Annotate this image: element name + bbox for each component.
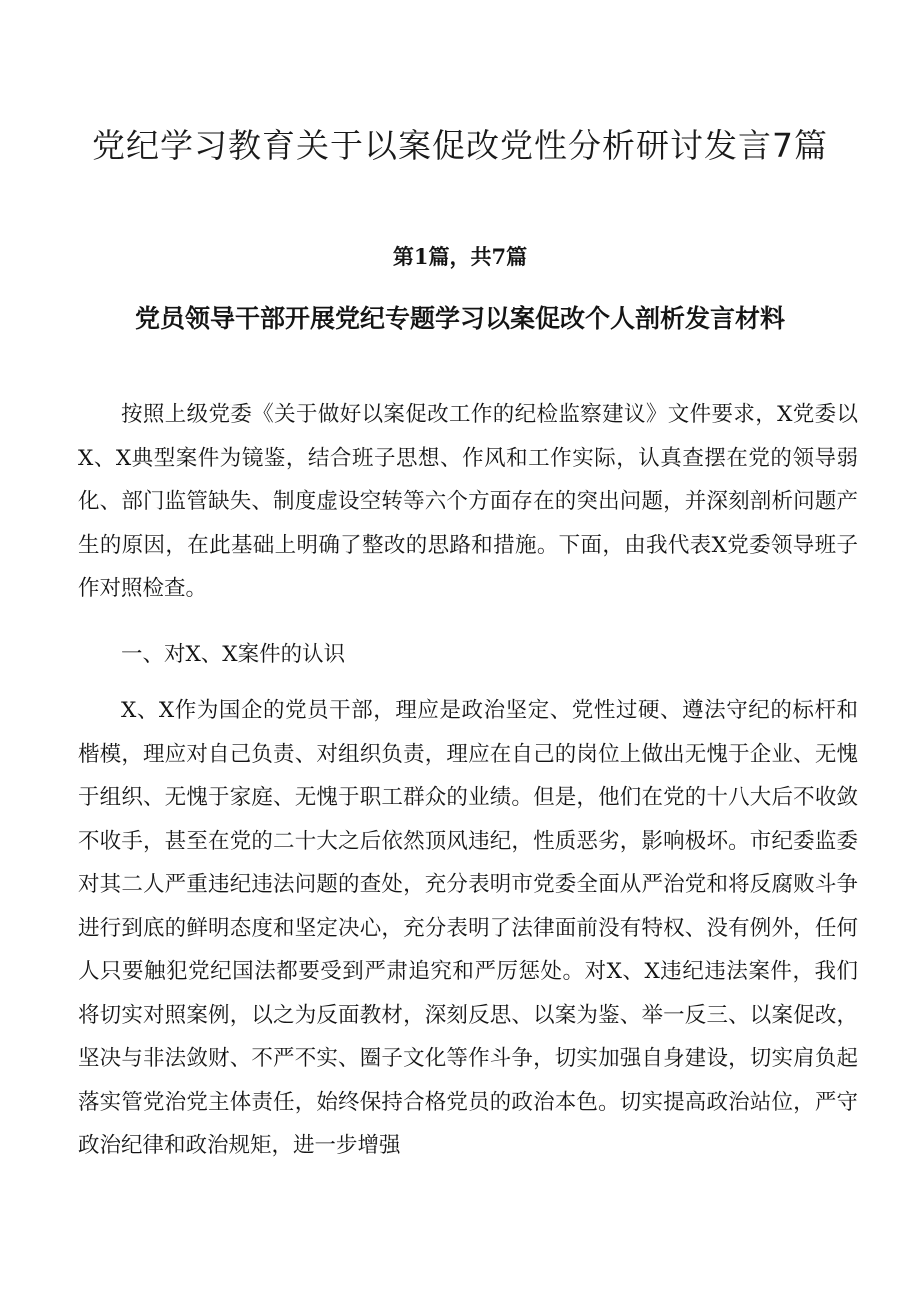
section-heading: 一、对X、X案件的认识: [121, 642, 346, 667]
part-label: 第1篇，共7篇: [392, 244, 528, 269]
paragraph-intro: 按照上级党委《关于做好以案促改工作的纪检监察建议》文件要求，X党委以X、X典型案件为镜鉴，结合班子思想、作风和工作实际，认真查摆在党的领导弱化、部门监管缺失、制度虚设空转等六个方面存在的突出问题，并深刻剖析问题产生的原因，在此基础上明确了整改的思路和措施。下面，由我代表X党委领导班子作对照检查。: [78, 402, 858, 601]
paragraph-body: X、X作为国企的党员干部，理应是政治坚定、党性过硬、遵法守纪的标杆和楷模，理应对自己负责、对组织负责，理应在自己的岗位上做出无愧于企业、无愧于组织、无愧于家庭、无愧于职工群众的业绩。但是，他们在党的十八大后不收敛不收手，甚至在党的二十大之后依然顶风违纪，性质恶劣，影响极坏。市纪委监委对其二人严重违纪违法问题的查处，充分表明市党委全面从严治党和将反腐败斗争进行到底的鲜明态度和坚定决心，充分表明了法律面前没有特权、没有例外，任何人只要触犯党纪国法都要受到严肃追究和严厉惩处。对X、X违纪违法案件，我们将切实对照案例，以之为反面教材，深刻反思、以案为鉴、举一反三、以案促改，坚决与非法敛财、不严不实、圈子文化等作斗争，切实加强自身建设，切实肩负起落实管党治党主体责任，始终保持合格党员的政治本色。切实提高政治站位，严守政治纪律和政治规矩，进一步增强: [78, 698, 858, 1158]
document-title: 党纪学习教育关于以案促改党性分析研讨发言7篇: [92, 126, 828, 165]
article-subtitle: 党员领导干部开展党纪专题学习以案促改个人剖析发言材料: [134, 304, 785, 333]
